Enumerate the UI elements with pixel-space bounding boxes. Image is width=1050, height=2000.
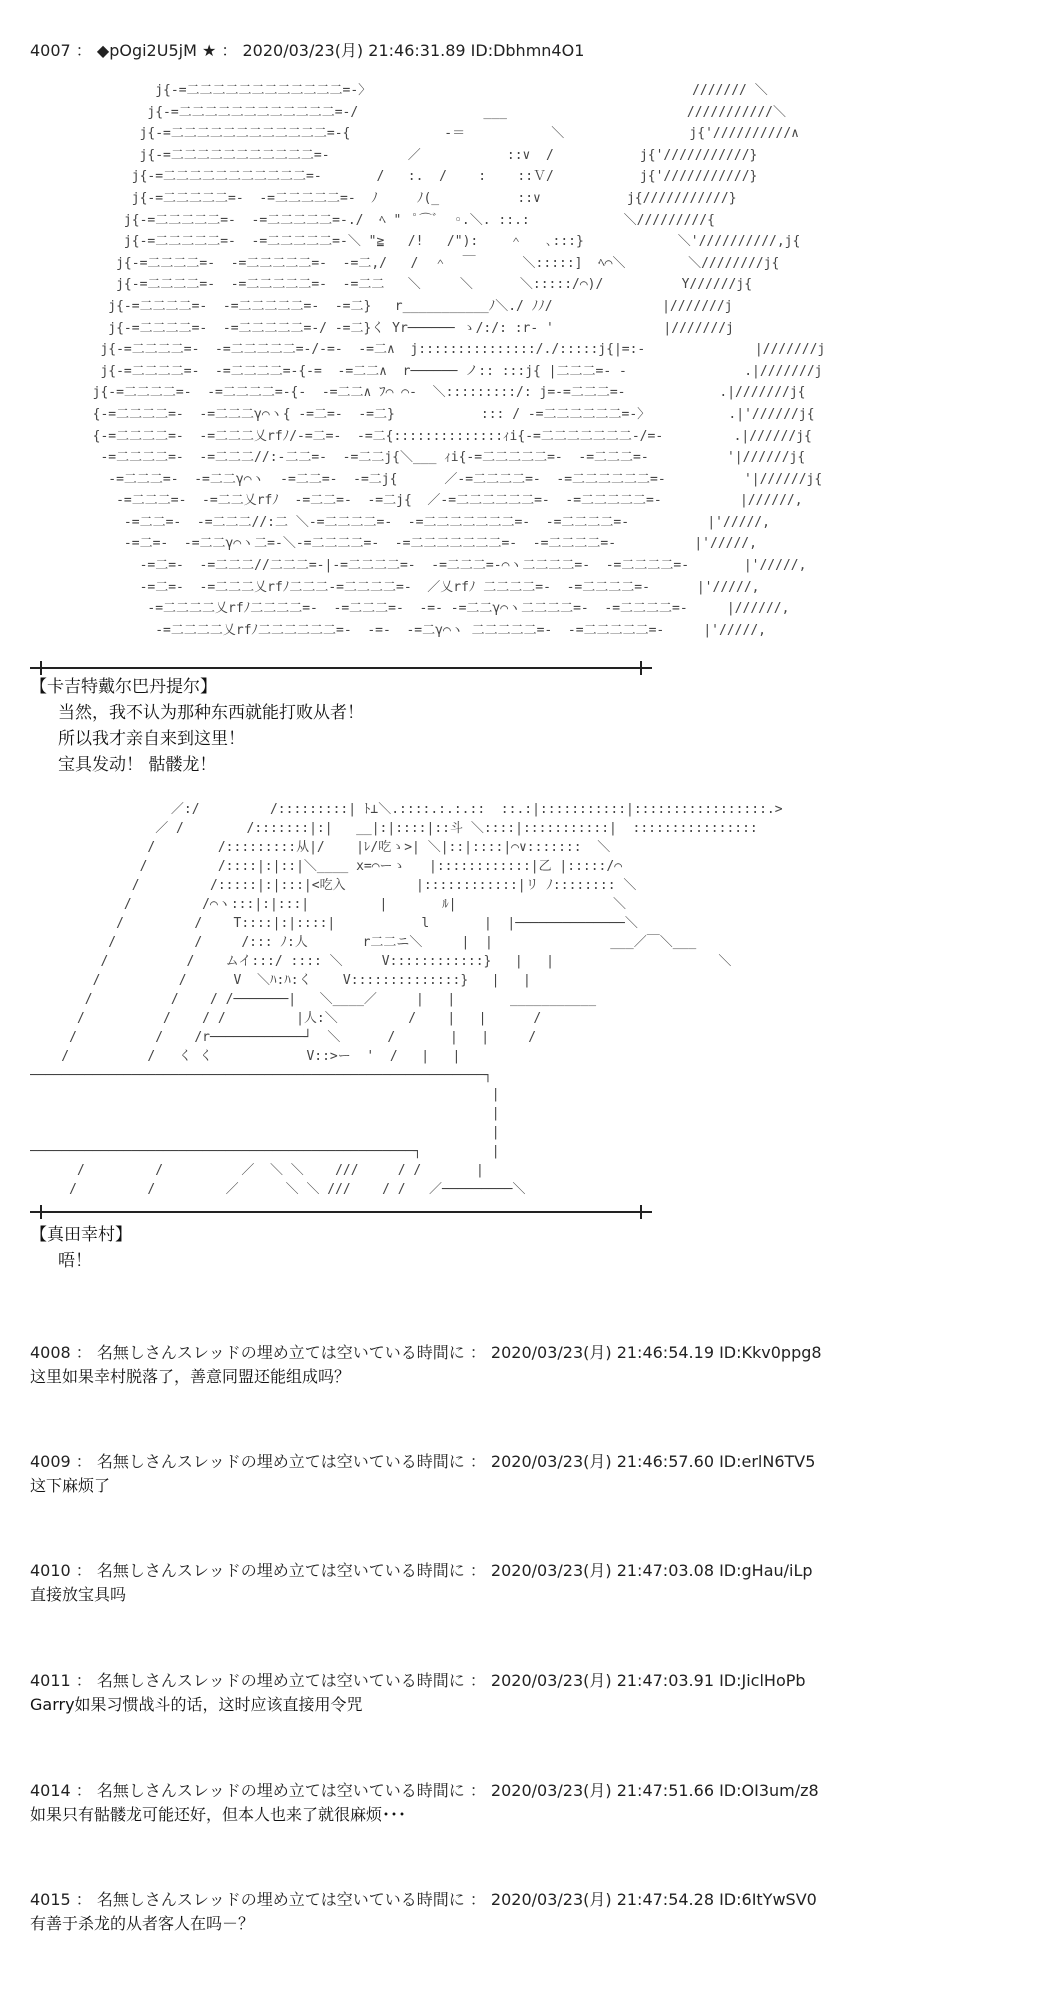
post-header-4015: 4015 ： 名無しさんスレッドの埋め立ては空いている時間に ： 2020/03/23(月) 21:47:54.28 ID:6ItYwSV0 xyxy=(30,1890,817,1909)
post-body-4015: 有善于杀龙的从者客人在吗－？ xyxy=(30,1914,255,1933)
ascii-art-text-1: j{-=二二二二二二二二二二二二=-〉 /////// ＼ j{-=二二二二二二二二二二二二=-/ ___ ///////////＼ j{-=二二二二二二二二二二二二=-{ -＝ ＼ j{'//////////∧ j{-=二二二二二二二二二二二=- ／ ::∨ / j{'///////////} j{-=二二二二二二二二二二二=- / :. / : ::Ｖ/ j{'///////////} j{-=二二二二二=- -=二二二二二=- ﾉ ﾉ(_ ::∨ j{///////////} j{-=二二二二二=- -=二二二二二=-./ ﾍ " ﾟ⌒ﾞ ◦.＼. ::.: ＼/////////{ j{-=二二二二二=- -=二二二二二=-＼ "≧ /! /"): ＾ ､:::} ＼'//////////,j{ j{-=二二二二=- -=二二二二二=- -=二,/ / ＾ ￣ ＼:::::] ﾍ⌒＼ ＼////////j{ j{-=二二二二=- -=二二二二二=- -=二二 ＼ ＼ ＼:::::/⌒)/ Y//////j{ j{-=二二二二=- -=二二二二二=- -=二} r___________ﾉ＼./ ﾉﾉ/ |///////j j{-=二二二二=- -=二二二二二=-/ -=二}く Yr────── ゝ/:/: :r- ' |///////j j{-=二二二二=- -=二二二二二=-/-=- -=二∧ j:::::::::::::::/./:::::j{|=:- |///////j j{-=二二二二=- -=二二二二=-{-= -=二二∧ r────── ノ:: :::j{ |二二二=- - .|///////j j{-=二二二二=- -=二二二二=-{- -=二二∧ ﾌ⌒ ⌒- ＼:::::::::/: j=-=二二二=- .|///////j{ {-=二二二二=- -=二二二γ⌒ヽ{ -=二=- -=二} ::: / -=二二二二二二=-〉 .|'//////j{ {-=二二二二=- -=二二二乂rfﾉ/-=二=- -=二{::::::::::::::ｨi{-=二二二二二二二-/=- .|//////j{ -=二二二二=- -=二二二//:-二二=- -=二二j{＼___ ｨi{-=二二二二二=- -=二二二=- '|//////j{ -=二二二=- -=二二γ⌒ヽ -=二二=- -=二j{ ／-=二二二二=- -=二二二二二二=- '|//////j{ -=二二二=- -=二二乂rfﾉ -=二二=- -=二j{ ／-=二二二二二二=- -=二二二二二=- |//////, -=二二=- -=二二二//:二 ＼-=二二二二=- -=二二二二二二二=- -=二二二二=- |'/////, -=二=- -=二二γ⌒ヽ二=-＼-=二二二二=- -=二二二二二二二=- -=二二二二=- |'/////, -=二=- -=二二二//二二二=-|-=二二二二=- -=二二二=-⌒ヽ二二二二=- -=二二二二=- |'/////, -=二=- -=二二二乂rfﾉ二二二-=二二二二=- ／乂rfﾉ 二二二二=- -=二二二二=- |'/////, -=二二二二乂rfﾉ二二二二=- -=二二二=- -=- -=二二γ⌒ヽ二二二二=- -=二二二二=- |//////, -=二二二二乂rfﾉ二二二二二二=- -=- -=二γ⌒ヽ 二二二二二=- -=二二二二二=- |'/////, xyxy=(92,83,826,638)
speaker-name: 【卡吉特戴尔巴丹提尔】 xyxy=(30,677,217,697)
speaker-name: 【真田幸村】 xyxy=(30,1225,132,1245)
post-body-4014: 如果只有骷髅龙可能还好，但本人也来了就很麻烦･･･ xyxy=(30,1805,407,1824)
dialogue-line: 唔！ xyxy=(58,1251,92,1271)
post-header-4014: 4014 ： 名無しさんスレッドの埋め立ては空いている時間に ： 2020/03/23(月) 21:47:51.66 ID:OI3um/z8 xyxy=(30,1781,819,1800)
dialogue-block-2 xyxy=(30,1222,132,1274)
post-header-4007: 4007 ： ◆pOgi2U5jM ★ ： 2020/03/23(月) 21:46:31.89 ID:Dbhmn4O1 xyxy=(30,41,585,60)
post-body-4010: 直接放宝具吗 xyxy=(30,1585,127,1604)
post-header-4009: 4009 ： 名無しさんスレッドの埋め立ては空いている時間に ： 2020/03/23(月) 21:46:57.60 ID:erlN6TV5 xyxy=(30,1452,816,1471)
ascii-art-text-2: ／:/ /:::::::::| ﾄ⊥＼.::::.:.:.:: ::.:|:::::::::::|:::::::::::::::::.> ／ / /:::::::|:| __|:|::::|::斗 ＼::::|:::::::::::| :::::::::::::::: / /:::::::::从|/ |ﾚ/吃ゝ>| ＼|::|::::|⌒∨::::::: ＼ / /::::|:|::|＼____ x=⌒ーゝ |::::::::::::|乙 |:::::/⌒ / /:::::|:|:::|<吃入 |::::::::::::|リ ﾉ:::::::: ＼ / /⌒ヽ:::|:|:::| | ﾙ| ＼ / / T::::|:|::::| l | |──────────────＼ / / /::: ﾉ:人 r二二ニ＼ | | ___／￣＼___ / / ムイ:::/ :::: ＼ V::::::::::::} | | ＼ / / V ＼ﾊ:ﾊ:く V::::::::::::::} | | / / / /───────| ＼____／ | | ___________ / / / / |人:＼ / | | / / / /r────────────┘ ＼ / | | / / / く く V::>ー ' / | | ──────────────────────────────────────────────────────────┐ | | | ─────────────────────────────────────────────────┐ | / / ／ ＼ ＼ /// / / | / / ／ ＼ ＼ /// / / ／─────────＼ xyxy=(30,802,783,1197)
divider-1 xyxy=(30,661,652,673)
dialogue-line: 当然，我不认为那种东西就能打败从者！ xyxy=(58,703,364,723)
post-header-4011: 4011 ： 名無しさんスレッドの埋め立ては空いている時間に ： 2020/03/23(月) 21:47:03.91 ID:JiclHoPb xyxy=(30,1671,806,1690)
divider-2 xyxy=(30,1205,652,1217)
post-body-4011: Garry如果习惯战斗的话，这时应该直接用令咒 xyxy=(30,1695,363,1714)
post-body-4009: 这下麻烦了 xyxy=(30,1476,111,1495)
dialogue-line: 所以我才亲自来到这里！ xyxy=(58,729,245,749)
post-header-4008: 4008 ： 名無しさんスレッドの埋め立ては空いている時間に ： 2020/03/23(月) 21:46:54.19 ID:Kkv0ppg8 xyxy=(30,1343,822,1362)
post-body-4008: 这里如果幸村脱落了，善意同盟还能组成吗？ xyxy=(30,1367,351,1386)
dialogue-block-1 xyxy=(30,674,364,778)
dialogue-line: 宝具发动！ 骷髅龙！ xyxy=(58,755,217,775)
ascii-art-scene-2 xyxy=(30,800,1030,1200)
ascii-art-scene-1 xyxy=(30,80,1030,660)
post-header-4010: 4010 ： 名無しさんスレッドの埋め立ては空いている時間に ： 2020/03/23(月) 21:47:03.08 ID:gHau/iLp xyxy=(30,1561,813,1580)
